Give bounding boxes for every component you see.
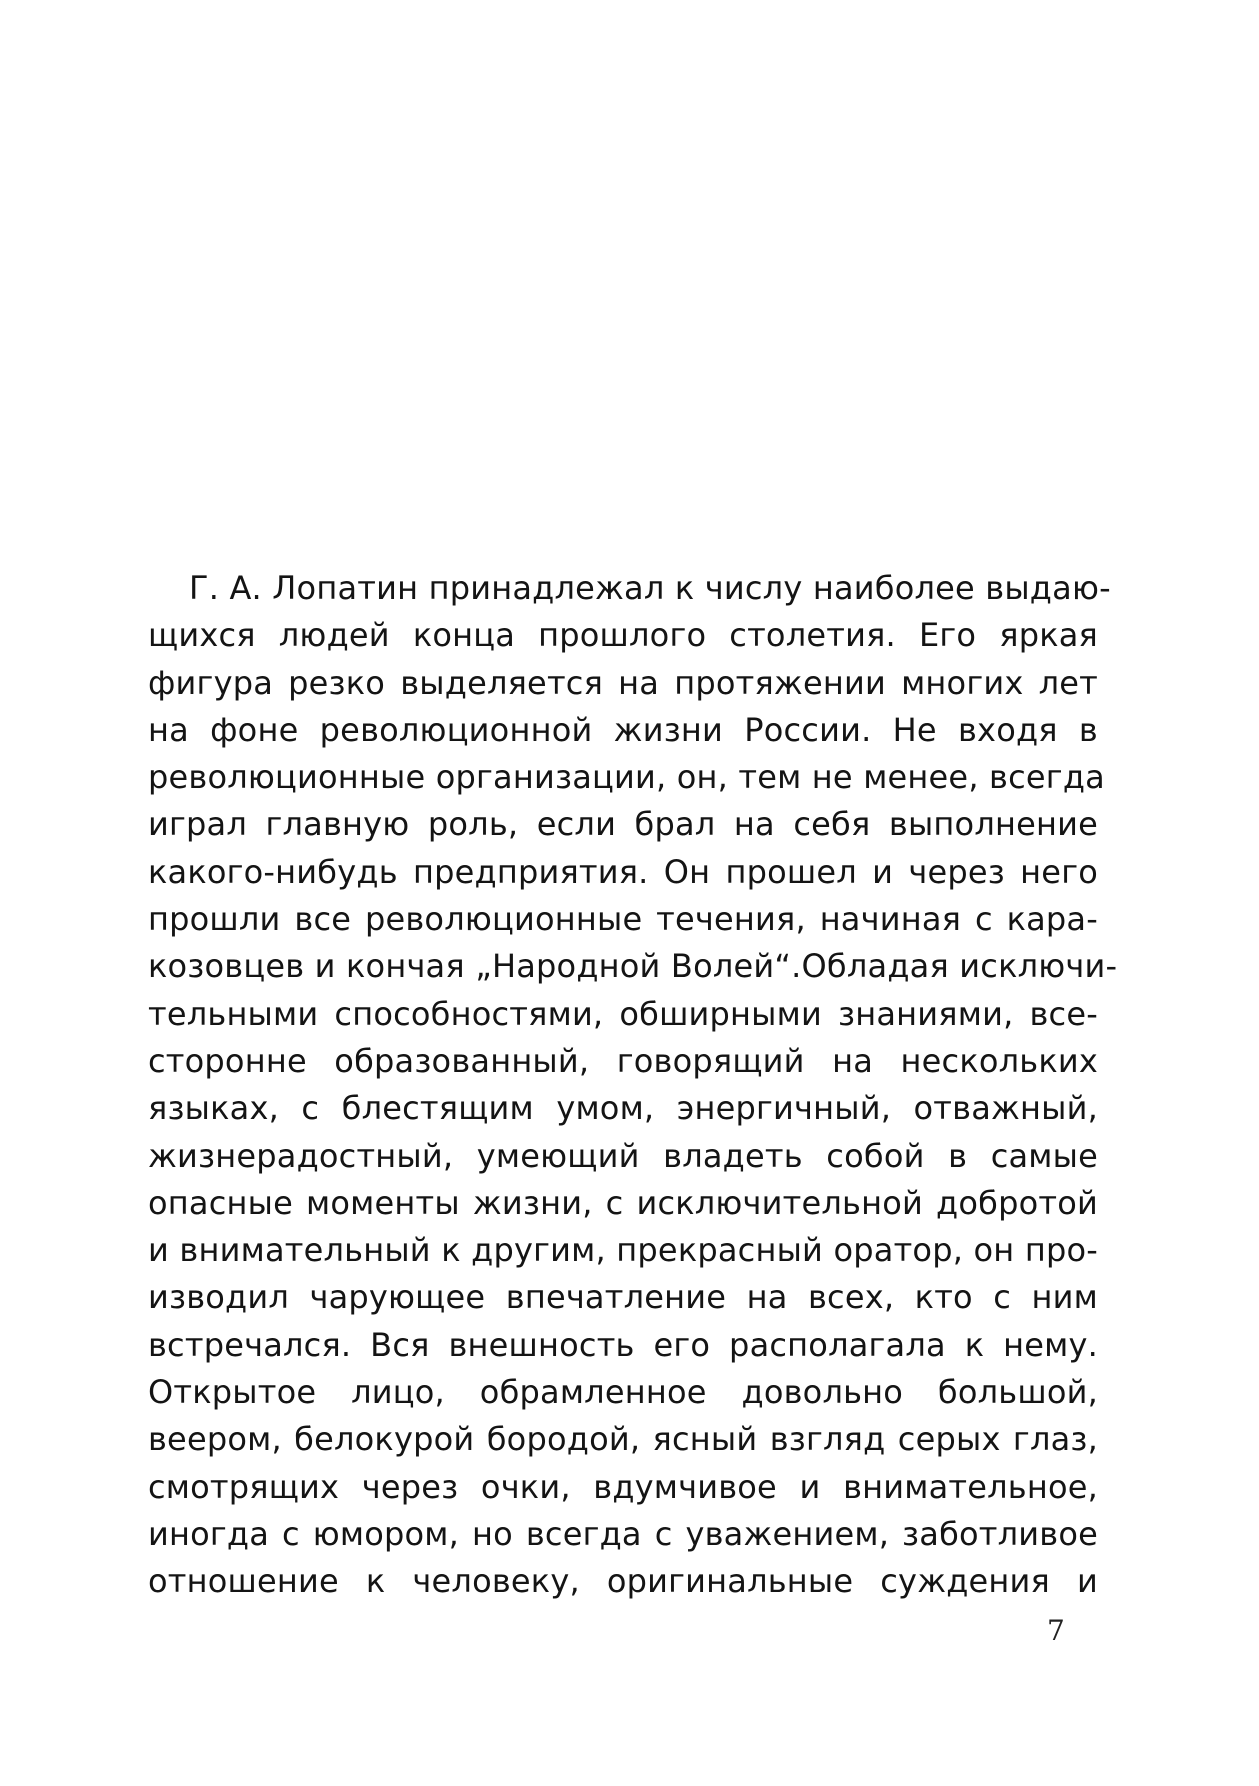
- text-line: веером, белокурой бородой, ясный взгляд серых глаз,: [148, 1420, 1098, 1459]
- text-line: Открытое лицо, обрамленное довольно большой,: [148, 1373, 1098, 1412]
- text-line: опасные моменты жизни, с исключительной добротой: [148, 1183, 1098, 1222]
- text-line: и внимательный к другим, прекрасный оратор, он про-: [148, 1231, 1098, 1270]
- text-line: языках, с блестящим умом, энергичный, отважный,: [148, 1089, 1098, 1128]
- page-number: 7: [1047, 1614, 1065, 1647]
- text-line: прошли все революционные течения, начиная с кара-: [148, 900, 1098, 939]
- text-line: встречался. Вся внешность его располагала к нему.: [148, 1325, 1098, 1364]
- text-line: изводил чарующее впечатление на всех, кто с ним: [148, 1278, 1098, 1317]
- text-line: козовцев и кончая „Народной Волей“.Обладая исключи-: [148, 947, 1118, 986]
- text-line: играл главную роль, если брал на себя выполнение: [148, 805, 1098, 844]
- text-line: жизнерадостный, умеющий владеть собой в самые: [148, 1136, 1098, 1175]
- text-line: Г. А. Лопатин принадлежал к числу наиболее выдаю-: [189, 569, 1111, 607]
- text-line: на фоне революционной жизни России. Не входя в: [148, 710, 1098, 749]
- text-line: смотрящих через очки, вдумчивое и внимательное,: [148, 1467, 1098, 1506]
- text-line: революционные организации, он, тем не менее, всегда: [148, 758, 1105, 797]
- body-paragraph: [148, 565, 1118, 1606]
- text-line: сторонне образованный, говорящий на нескольких: [148, 1041, 1098, 1080]
- text-line: фигура резко выделяется на протяжении многих лет: [148, 663, 1098, 702]
- text-line: иногда с юмором, но всегда с уважением, заботливое: [148, 1514, 1098, 1553]
- text-line: какого-нибудь предприятия. Он прошел и через него: [148, 852, 1098, 891]
- text-line: тельными способностями, обширными знаниями, все-: [148, 994, 1098, 1033]
- text-line: щихся людей конца прошлого столетия. Его яркая: [148, 616, 1098, 655]
- text-line: отношение к человеку, оригинальные суждения и: [148, 1562, 1098, 1601]
